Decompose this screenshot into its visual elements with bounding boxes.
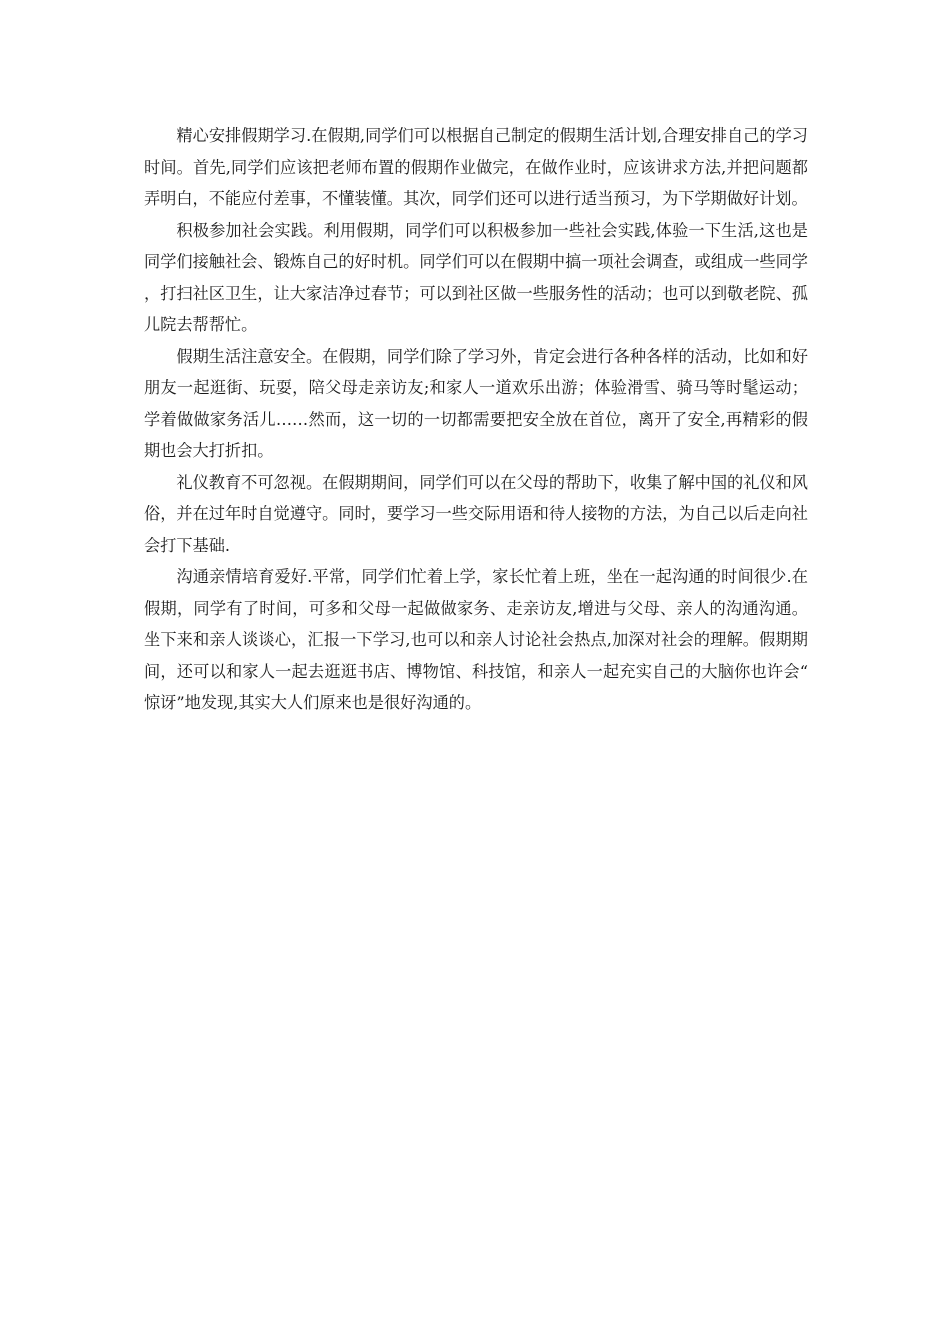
paragraph-etiquette: 礼仪教育不可忽视。在假期期间，同学们可以在父母的帮助下，收集了解中国的礼仪和风俗，并在过年时自觉遵守。同时，要学习一些交际用语和待人接物的方法，为自己以后走向社会打下基础. — [144, 472, 808, 555]
paragraph-social-practice: 积极参加社会实践。利用假期，同学们可以积极参加一些社会实践,体验一下生活,这也是同学们接触社会、锻炼自己的好时机。同学们可以在假期中搞一项社会调查，或组成一些同学，打扫社区卫生，让大家洁净过春节；可以到社区做一些服务性的活动；也可以到敬老院、孤儿院去帮帮忙。 — [144, 220, 808, 334]
document-body — [144, 120, 808, 719]
paragraph-family-communication: 沟通亲情培育爱好.平常，同学们忙着上学，家长忙着上班，坐在一起沟通的时间很少.在假期，同学有了时间，可多和父母一起做做家务、走亲访友,增进与父母、亲人的沟通沟通。坐下来和亲人谈谈心，汇报一下学习,也可以和亲人讨论社会热点,加深对社会的理解。假期期间，还可以和家人一起去逛逛书店、博物馆、科技馆，和亲人一起充实自己的大脑你也许会“惊讶”地发现,其实大人们原来也是很好沟通的。 — [144, 567, 808, 712]
paragraph-study-plan: 精心安排假期学习.在假期,同学们可以根据自己制定的假期生活计划,合理安排自己的学习时间。首先,同学们应该把老师布置的假期作业做完，在做作业时，应该讲求方法,并把问题都弄明白，不能应付差事，不懂装懂。其次，同学们还可以进行适当预习，为下学期做好计划。 — [144, 126, 808, 208]
paragraph-safety: 假期生活注意安全。在假期，同学们除了学习外，肯定会进行各种各样的活动，比如和好朋友一起逛街、玩耍，陪父母走亲访友;和家人一道欢乐出游；体验滑雪、骑马等时髦运动；学着做做家务活儿……然而，这一切的一切都需要把安全放在首位，离开了安全,再精彩的假期也会大打折扣。 — [144, 346, 808, 460]
